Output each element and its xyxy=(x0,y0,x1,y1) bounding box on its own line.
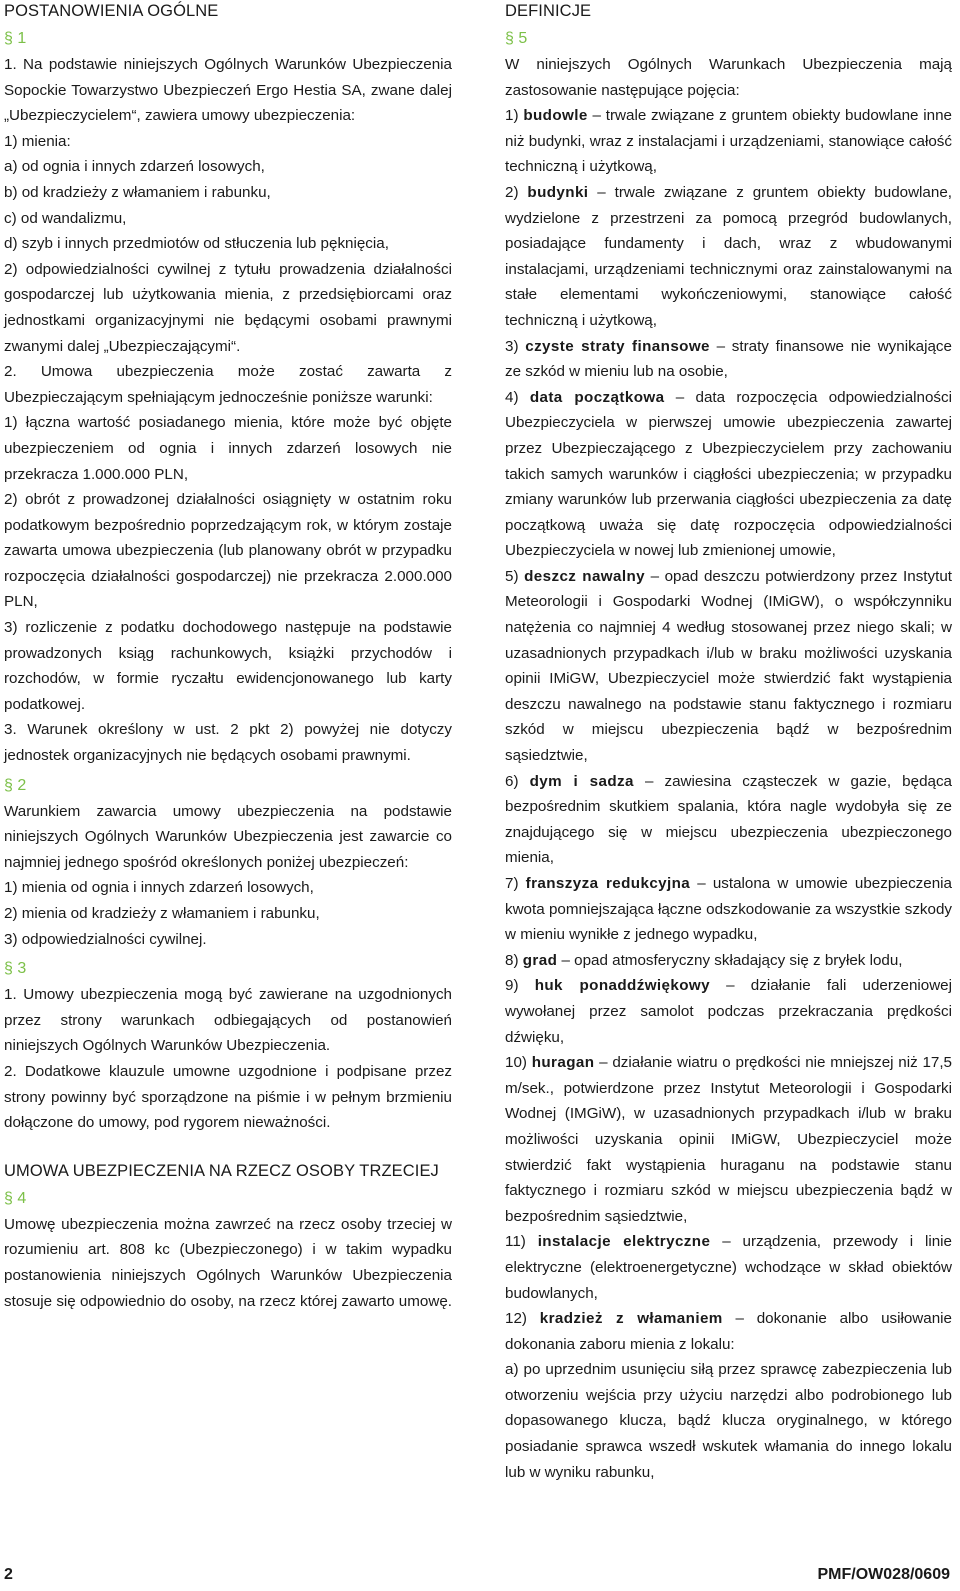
definition-text: – ustalona w umowie ubezpieczenia kwota pomniejszająca łączne odszkodowanie za wszystkie szkody w mieniu wynikłe z jednego wypadku, xyxy=(505,875,952,944)
definition-item xyxy=(505,871,952,948)
s1-item: b) od kradzieży z włamaniem i rabunku, xyxy=(4,183,271,201)
definition-item xyxy=(505,1229,952,1306)
definition-item xyxy=(505,1050,952,1229)
s3-para-2: 2. Dodatkowe klauzule umowne uzgodnione i podpisane przez strony powinny być sporządzone na piśmie i w pełnym brzmieniu dołączone do umowy, pod rygorem nieważności. xyxy=(4,1062,452,1132)
heading-third-party: UMOWA UBEZPIECZENIA NA RZECZ OSOBY TRZECIEJ xyxy=(4,1161,439,1180)
definition-number: 10) xyxy=(505,1054,532,1072)
definition-term: franszyza redukcyjna xyxy=(525,875,691,892)
definition-term: deszcz nawalny xyxy=(524,567,645,585)
heading-definitions: DEFINICJE xyxy=(505,2,592,20)
s1-para-1: 1. Na podstawie niniejszych Ogólnych Warunków Ubezpieczenia Sopockie Towarzystwo Ubezpieczeń Ergo Hestia SA, zwane dalej „Ubezpieczycielem“, zawiera umowy ubezpieczenia: xyxy=(4,56,452,125)
definition-text: – działanie wiatru o prędkości nie mniejszej niż 17,5 m/sek., potwierdzone przez Instytut Meteorologii i Gospodarki Wodnej (IMGiW), w uzasadnionych przypadkach i/lub w braku możliwości uzyskania opinii IMiGW, Ubezpieczyciel może stwierdzić fakt wystąpienia huraganu na podstawie stanu faktycznego i rozmiaru szkód w miejscu ubezpieczenia bądź w bezpośrednim sąsiedztwie, xyxy=(505,1054,953,1225)
definition-term: dym i sadza xyxy=(529,772,634,790)
section-mark-1: § 1 xyxy=(4,30,27,47)
document-code: PMF/OW028/0609 xyxy=(817,1566,950,1583)
definition-term: budynki xyxy=(527,183,589,201)
s4-para: Umowę ubezpieczenia można zawrzeć na rzecz osoby trzeciej w rozumieniu art. 808 kc (Ubezpieczonego) i w takim wypadku postanowienia niniejszych Ogólnych Warunków Ubezpieczenia stosuje się odpowiednio do osoby, na rzecz której zawarto umowę. xyxy=(4,1215,452,1310)
definition-number: 1) xyxy=(505,107,524,125)
s2-para: Warunkiem zawarcia umowy ubezpieczenia na podstawie niniejszych Ogólnych Warunków Ubezpieczenia jest zawarcie co najmniej jednego spośród określonych poniżej ubezpieczeń: xyxy=(4,802,452,871)
definition-text: – straty finansowe nie wynikające ze szkód w mieniu lub na osobie, xyxy=(505,337,952,381)
section-mark-4: § 4 xyxy=(4,1189,27,1207)
definition-term: budowle xyxy=(523,107,588,125)
s1-item: 2) odpowiedzialności cywilnej z tytułu prowadzenia działalności gospodarczej lub użytkowania mienia, z przedsiębiorcami oraz jednostkami organizacyjnymi nie będącymi osobami prawnymi zwanymi dalej „Ubezpieczającymi“. xyxy=(4,260,452,355)
definition-item xyxy=(505,564,952,769)
s1-item: 1) łączna wartość posiadanego mienia, które może być objęte ubezpieczeniem od ognia i innych zdarzeń losowych nie przekracza 1.000.000 PLN, xyxy=(4,414,452,483)
definition-text: – działanie fali uderzeniowej wywołanej przez samolot podczas przekraczania prędkości dźwięku, xyxy=(505,977,952,1046)
definition-number: 9) xyxy=(505,977,535,995)
s3-para-1: 1. Umowy ubezpieczenia mogą być zawierane na uzgodnionych przez strony warunkach odbiegających od postanowień niniejszych Ogólnych Warunków Ubezpieczenia. xyxy=(4,986,452,1055)
definition-text: – trwale związane z gruntem obiekty budowlane inne niż budynki, wraz z instalacjami i urządzeniami, stanowiące całość techniczną i użytkową, xyxy=(505,107,952,176)
definition-item xyxy=(505,103,952,180)
s1-item: 2) obrót z prowadzonej działalności osiągnięty w ostatnim roku podatkowym bezpośrednio poprzedzającym rok, w którym zostaje zawarta umowa ubezpieczenia (lub planowany obrót w przypadku rozpoczęcia działalności gospodarczej) nie przekracza 2.000.000 PLN, xyxy=(4,491,452,611)
section-mark-5: § 5 xyxy=(505,30,528,47)
definition-text: – dokonanie albo usiłowanie dokonania zaboru mienia z lokalu: xyxy=(505,1310,952,1353)
definition-item xyxy=(505,1306,952,1357)
definition-item xyxy=(505,948,952,974)
definition-number: 11) xyxy=(505,1233,538,1251)
definition-term: kradzież z włamaniem xyxy=(539,1310,723,1328)
definition-number: 6) xyxy=(505,772,530,790)
definition-term: huk ponaddźwiękowy xyxy=(534,977,710,995)
definition-number: 8) xyxy=(505,951,523,969)
definition-number: 4) xyxy=(505,388,530,406)
definition-term: instalacje elektryczne xyxy=(537,1233,711,1251)
left-column xyxy=(4,0,452,1314)
heading-general: POSTANOWIENIA OGÓLNE xyxy=(4,2,219,20)
s1-item: c) od wandalizmu, xyxy=(4,209,127,227)
right-column xyxy=(505,0,952,1485)
definition-number: 7) xyxy=(505,875,526,892)
s2-item: 1) mienia od ognia i innych zdarzeń losowych, xyxy=(4,879,314,897)
definitions-list xyxy=(505,103,952,1357)
definition-number: 3) xyxy=(505,337,526,355)
definition-item xyxy=(505,334,952,385)
page-number: 2 xyxy=(4,1566,13,1583)
s1-para-3: 3. Warunek określony w ust. 2 pkt 2) powyżej nie dotyczy jednostek organizacyjnych nie będących osobami prawnymi. xyxy=(4,721,452,765)
definition-term: huragan xyxy=(531,1054,595,1072)
definition-term: grad xyxy=(522,951,558,969)
definition-number: 2) xyxy=(505,183,528,201)
definition-item xyxy=(505,180,952,334)
section-mark-3: § 3 xyxy=(4,960,27,978)
definition-text: – opad atmosferyczny składający się z bryłek lodu, xyxy=(557,951,903,969)
definition-text: – zawiesina cząsteczek w gazie, będąca bezpośrednim skutkiem spalania, która nagle wydobyła się ze znajdującego się w miejscu ubezpieczenia ubezpieczonego mienia, xyxy=(505,772,952,867)
s1-para-2: 2. Umowa ubezpieczenia może zostać zawarta z Ubezpieczającym spełniającym jednocześnie poniższe warunki: xyxy=(4,363,452,406)
definition-text: – trwale związane z gruntem obiekty budowlane, wydzielone z przestrzeni za pomocą przegród budowlanych, posiadające fundamenty i dach, wraz z wbudowanymi instalacjami, urządzeniami technicznymi oraz zainstalowanymi na stałe elementami wykończeniowymi, stanowiące całość techniczną i użytkową, xyxy=(505,183,952,329)
definition-text: – data rozpoczęcia odpowiedzialności Ubezpieczyciela w pierwszej umowie ubezpieczenia zawartej przez Ubezpieczającego z Ubezpieczycielem przy zachowaniu takich samych warunków i ciągłości ubezpieczenia; w przypadku zmiany warunków lub przerwania ciągłości ubezpieczenia za datę początkową uważa się datę rozpoczęcia odpowiedzialności Ubezpieczyciela w nowej lub zmienionej umowie, xyxy=(505,388,952,560)
s2-item: 3) odpowiedzialności cywilnej. xyxy=(4,930,207,948)
s2-item: 2) mienia od kradzieży z włamaniem i rabunku, xyxy=(4,905,320,922)
section-mark-2: § 2 xyxy=(4,776,27,794)
s1-item: 3) rozliczenie z podatku dochodowego następuje na podstawie prowadzonych ksiąg rachunkowych, książki przychodów i rozchodów, w formie ryczałtu ewidencjonowanego lub karty podatkowej. xyxy=(4,619,452,713)
s5-intro: W niniejszych Ogólnych Warunkach Ubezpieczenia mają zastosowanie następujące pojęcia: xyxy=(505,56,952,99)
s1-item: 1) mienia: xyxy=(4,132,71,150)
definition-item xyxy=(505,769,952,871)
definition-item xyxy=(505,385,952,564)
s1-item: a) od ognia i innych zdarzeń losowych, xyxy=(4,158,265,176)
s5-tail: a) po uprzednim usunięciu siłą przez sprawcę zabezpieczenia lub otworzeniu wejścia przy użyciu narzędzi albo podrobionego lub dopasowanego klucza, bądź klucza oryginalnego, w którego posiadanie sprawca wszedł wskutek włamania do innego lokalu lub w wyniku rabunku, xyxy=(505,1361,952,1481)
definition-number: 5) xyxy=(505,567,525,585)
definition-item xyxy=(505,973,952,1050)
definition-number: 12) xyxy=(505,1310,540,1328)
definition-term: data początkowa xyxy=(529,388,665,406)
s1-item: d) szyb i innych przedmiotów od stłuczenia lub pęknięcia, xyxy=(4,235,389,253)
definition-term: czyste straty finansowe xyxy=(525,337,710,355)
definition-text: – opad deszczu potwierdzony przez Instytut Meteorologii i Gospodarki Wodnej (IMiGW), o współczynniku natężenia co najmniej 4 według stosowanej przez niego skali; w uzasadnionych przypadkach i/lub w braku możliwości uzyskania opinii IMiGW, Ubezpieczyciel może stwierdzić fakt wystąpienia deszczu nawalnego na podstawie stanu faktycznego i rozmiaru szkód w miejscu ubezpieczenia bądź w bezpośrednim sąsiedztwie, xyxy=(505,567,952,765)
definition-text: – urządzenia, przewody i linie elektryczne (elektroenergetyczne) wchodzące w skład obiektów budowlanych, xyxy=(505,1233,953,1302)
